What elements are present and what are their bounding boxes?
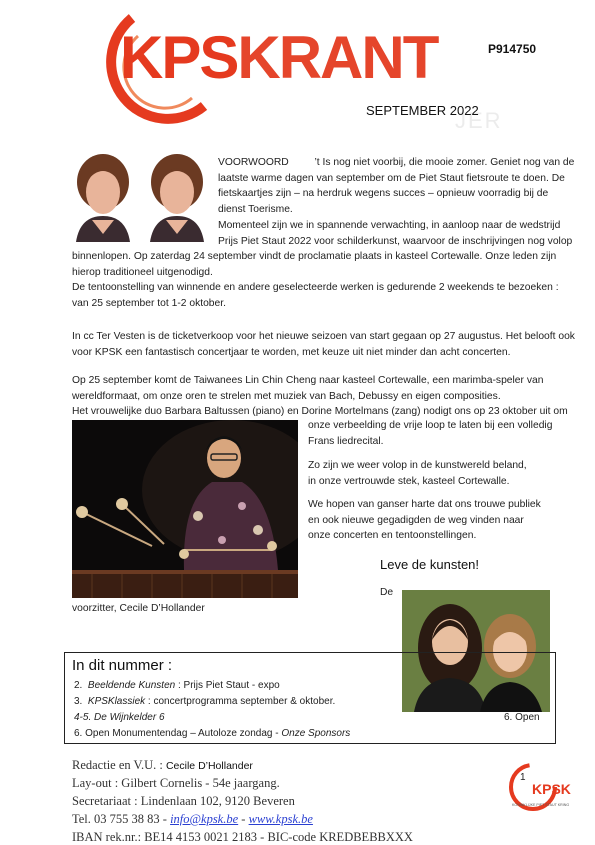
text-line: onze verbeelding de vrije loop te laten bij een volledig	[308, 420, 553, 431]
website-link[interactable]: www.kpsk.be	[248, 812, 313, 826]
text-line: In cc Ter Vesten is de ticketverkoop voor het nieuwe seizoen van start gegaan op 27 augustus. Het belooft ook	[72, 331, 575, 342]
paragraph-4-right	[308, 418, 578, 449]
toc-italic: 4-5. De Wijnkelder 6	[74, 712, 165, 723]
masthead-kps: KPS	[120, 24, 238, 91]
paragraph-6	[308, 497, 578, 544]
text-line: Momenteel zijn we in spannende verwachting, in aanloop naar de wedstrijd	[218, 220, 561, 231]
text-line: in onze vertrouwde stek, kasteel Cortewalle.	[308, 475, 510, 487]
footer-layout: Lay-out : Gilbert Cornelis - 54e jaargang.	[72, 776, 280, 790]
paragraph-5	[308, 458, 578, 489]
text-line: Zo zijn we weer volop in de kunstwereld beland,	[308, 460, 527, 471]
paragraph-4	[72, 373, 582, 420]
email-link[interactable]: info@kpsk.be	[170, 812, 239, 826]
footer-contact	[72, 812, 313, 827]
text-line: wereldformaat, om onze oren te strelen met muziek van Bach, Debussy en eigen composities.	[72, 390, 501, 402]
toc-rest: : Prijs Piet Staut - expo	[175, 680, 280, 691]
paragraph-3	[72, 329, 582, 360]
text-line: We hopen van ganser harte dat ons trouwe publiek	[308, 499, 541, 510]
text-line: en ook nieuwe gegadigden de weg vinden naar	[308, 514, 524, 526]
toc-item	[74, 712, 165, 723]
masthead-title	[120, 24, 438, 91]
portrait-photo-1	[72, 150, 134, 242]
footer-editor	[72, 758, 253, 773]
toc-num: 3.	[74, 696, 83, 707]
text-line: Frans liedrecital.	[308, 435, 384, 447]
toc-item	[74, 728, 350, 739]
page-number: 1	[520, 772, 526, 783]
toc-italic: Onze Sponsors	[281, 728, 351, 739]
footer-iban: IBAN rek.nr.: BE14 4153 0021 2183 - BIC-code KREDBEBBXXX	[72, 830, 413, 844]
issue-month: SEPTEMBER 2022	[366, 103, 479, 118]
text-line: Prijs Piet Staut 2022 voor schilderkunst, waarvoor de inschrijvingen nog volop	[218, 235, 573, 247]
ghost-text: JER	[455, 108, 503, 133]
paragraph-2	[72, 249, 582, 311]
text-line: Op 25 september komt de Taiwanees Lin Chin Cheng naar kasteel Cortewalle, een marimba-speler van	[72, 375, 544, 386]
text-line: De tentoonstelling van winnende en andere geselecteerde werken is gedurende 2 weekends te bezoeken :	[72, 282, 559, 293]
text-line: Het vrouwelijke duo Barbara Baltussen (piano) en Dorine Mortelmans (zang) nodigt ons op 23 oktober uit om	[72, 406, 568, 417]
footer-logo-sub: KONINKLIJKE PIET STAUT KRING	[512, 803, 570, 807]
footer-secretariat: Secretariaat : Lindenlaan 102, 9120 Beveren	[72, 794, 295, 808]
text-line: dienst Toerisme.	[218, 203, 293, 215]
footer-logo-text: KPSK	[532, 781, 571, 797]
toc-italic: Beeldende Kunsten	[87, 680, 176, 691]
text-line: van 25 september tot 1-2 oktober.	[72, 297, 226, 309]
footer-sep: -	[238, 812, 249, 826]
text-line: onze concerten en tentoonstellingen.	[308, 530, 477, 541]
portrait-photo-2	[146, 150, 208, 242]
closing-line: Leve de kunsten!	[380, 557, 480, 572]
text-line: fietskaartjes zijn – na herdruk wegens succes – opnieuw voorradig bij de	[218, 188, 549, 199]
intro-heading: VOORWOORD	[218, 157, 289, 168]
publication-number: P914750	[488, 42, 537, 56]
toc-rest: Open Monumentendag – Autoloze zondag -	[85, 728, 282, 739]
text-line: hierop traditioneel uitgenodigd.	[72, 266, 213, 278]
footer-tel: Tel. 03 755 38 83 -	[72, 812, 171, 826]
masthead-krant: KRANT	[237, 24, 438, 91]
footer-editor-label: Redactie en V.U. :	[72, 758, 163, 772]
toc-title: In dit nummer :	[72, 657, 173, 674]
footer-editor-name: Cecile D’Hollander	[165, 760, 253, 772]
marimba-player-photo	[72, 420, 298, 598]
text-line: binnenlopen. Op zaterdag 24 september vindt de proclamatie plaats in kasteel Cortewalle. Onze leden zijn	[72, 251, 557, 262]
kpsk-footer-logo	[506, 760, 576, 814]
toc-side-note: 6. Open	[504, 712, 540, 723]
signature-de: De	[380, 587, 394, 598]
intro-paragraph	[218, 155, 578, 217]
text-line: laatste warme dagen van september om de Piet Staut fietsroute te doen. De	[218, 172, 565, 184]
toc-num: 2.	[74, 680, 83, 691]
toc-item	[74, 696, 335, 707]
paragraph-2-top	[218, 218, 578, 249]
toc-rest: : concertprogramma september & oktober.	[145, 696, 336, 707]
intro-lead: ’t Is nog niet voorbij, die mooie zomer. Geniet nog van de	[314, 157, 575, 168]
signature: voorzitter, Cecile D’Hollander	[72, 603, 205, 614]
toc-item	[74, 680, 280, 691]
text-line: voor KPSK een fantastisch concertjaar te worden, met keuze uit niet minder dan acht concerten.	[72, 346, 511, 358]
toc-italic: KPSKlassiek	[87, 696, 146, 707]
toc-num: 6.	[74, 728, 83, 739]
